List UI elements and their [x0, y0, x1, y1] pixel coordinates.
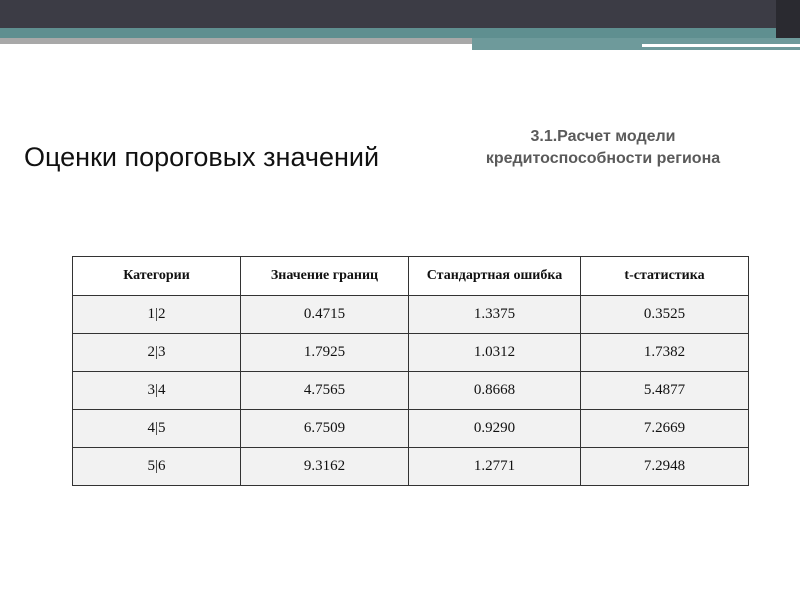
slide-title: Оценки пороговых значений	[24, 142, 380, 172]
header-t-statistic: t-статистика	[581, 257, 749, 296]
cell-boundary-value: 9.3162	[241, 448, 409, 486]
cell-t-statistic: 5.4877	[581, 372, 749, 410]
subtitle-line-1: 3.1.Расчет модели	[530, 128, 676, 145]
cell-t-statistic: 0.3525	[581, 296, 749, 334]
cell-boundary-value: 1.7925	[241, 334, 409, 372]
cell-category: 1|2	[73, 296, 241, 334]
cell-category: 5|6	[73, 448, 241, 486]
table-row	[73, 334, 749, 372]
table-row	[73, 448, 749, 486]
header-boundary-value: Значение границ	[241, 257, 409, 296]
table-header-row	[73, 257, 749, 296]
header-band-teal	[0, 28, 800, 38]
cell-standard-error: 1.0312	[409, 334, 581, 372]
table-row	[73, 296, 749, 334]
cell-t-statistic: 1.7382	[581, 334, 749, 372]
cell-standard-error: 0.9290	[409, 410, 581, 448]
cell-boundary-value: 4.7565	[241, 372, 409, 410]
cell-category: 4|5	[73, 410, 241, 448]
subtitle-line-2: кредитоспособности региона	[485, 150, 721, 167]
header-band-corner	[776, 0, 800, 38]
cell-boundary-value: 0.4715	[241, 296, 409, 334]
cell-standard-error: 1.2771	[409, 448, 581, 486]
thresholds-table	[72, 256, 749, 486]
cell-boundary-value: 6.7509	[241, 410, 409, 448]
table-row	[73, 372, 749, 410]
cell-standard-error: 0.8668	[409, 372, 581, 410]
cell-category: 2|3	[73, 334, 241, 372]
cell-t-statistic: 7.2669	[581, 410, 749, 448]
header-band-highlight	[642, 44, 800, 47]
cell-t-statistic: 7.2948	[581, 448, 749, 486]
cell-standard-error: 1.3375	[409, 296, 581, 334]
slide-subtitle	[462, 126, 744, 170]
cell-category: 3|4	[73, 372, 241, 410]
header-band-dark	[0, 0, 800, 28]
header-band-gray	[0, 38, 472, 44]
header-standard-error: Стандартная ошибка	[409, 257, 581, 296]
table-row	[73, 410, 749, 448]
header-categories: Категории	[73, 257, 241, 296]
